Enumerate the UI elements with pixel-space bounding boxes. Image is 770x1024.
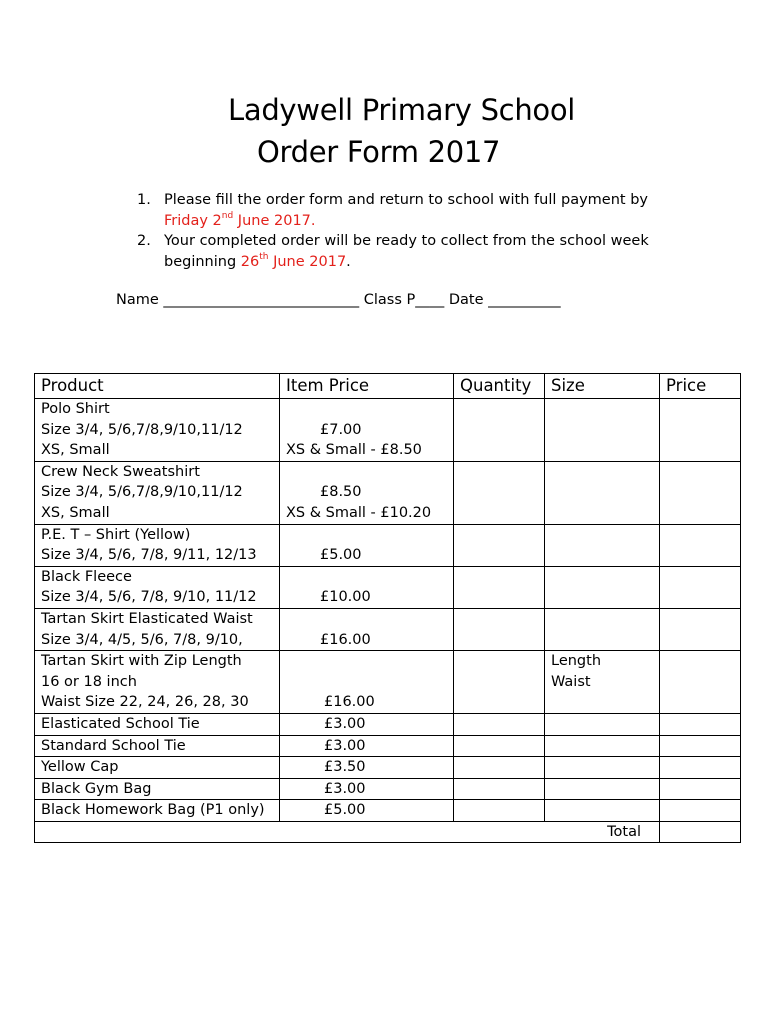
instruction-item xyxy=(137,190,677,231)
size-text xyxy=(551,630,659,651)
order-table-body xyxy=(35,399,741,822)
item-price-cell xyxy=(280,735,454,757)
item-price-text: £8.50 xyxy=(320,484,362,501)
item-price-cell xyxy=(280,608,454,650)
product-text: Size 3/4, 4/5, 5/6, 7/8, 9/10, xyxy=(41,631,243,648)
total-label: Total xyxy=(35,821,660,843)
size-cell[interactable] xyxy=(545,800,660,822)
line-price-cell[interactable] xyxy=(660,800,741,822)
order-table xyxy=(34,373,741,843)
table-row xyxy=(35,713,741,735)
line-price-cell[interactable] xyxy=(660,566,741,608)
line-price-cell[interactable] xyxy=(660,713,741,735)
size-text xyxy=(551,399,659,420)
line-price-cell[interactable] xyxy=(660,651,741,714)
date-ordinal: th xyxy=(259,251,269,262)
size-cell[interactable] xyxy=(545,735,660,757)
deadline-date xyxy=(164,210,316,229)
item-price-cell xyxy=(280,800,454,822)
table-row xyxy=(35,800,741,822)
size-text xyxy=(551,462,659,483)
instructions-list xyxy=(137,190,677,272)
product-text: P.E. T – Shirt (Yellow) xyxy=(41,526,191,543)
item-price-text: £16.00 xyxy=(320,631,371,648)
product-cell xyxy=(35,524,280,566)
item-price-cell xyxy=(280,524,454,566)
line-price-cell[interactable] xyxy=(660,608,741,650)
item-price-text: £3.50 xyxy=(324,759,366,776)
product-text: Yellow Cap xyxy=(41,759,119,776)
header-quantity: Quantity xyxy=(454,374,545,399)
product-text: Waist Size 22, 24, 26, 28, 30 xyxy=(41,694,249,711)
line-price-cell[interactable] xyxy=(660,757,741,779)
size-text xyxy=(551,587,659,608)
table-row xyxy=(35,757,741,779)
product-text: Tartan Skirt Elasticated Waist xyxy=(41,610,253,627)
item-price-cell xyxy=(280,713,454,735)
line-price-cell[interactable] xyxy=(660,461,741,524)
product-text: Black Homework Bag (P1 only) xyxy=(41,802,265,819)
size-text xyxy=(551,545,659,566)
size-text: Waist xyxy=(551,673,591,690)
product-text: 16 or 18 inch xyxy=(41,673,137,690)
size-text xyxy=(551,714,659,735)
date-month-year: June 2017 xyxy=(268,253,347,270)
product-cell xyxy=(35,800,280,822)
size-text xyxy=(551,567,659,588)
item-price-cell xyxy=(280,399,454,462)
size-text xyxy=(551,482,659,503)
item-price-text: £5.00 xyxy=(324,802,366,819)
product-cell xyxy=(35,778,280,800)
item-price-cell xyxy=(280,461,454,524)
product-text: Size 3/4, 5/6, 7/8, 9/11, 12/13 xyxy=(41,547,257,564)
table-row xyxy=(35,461,741,524)
product-cell xyxy=(35,566,280,608)
quantity-cell[interactable] xyxy=(454,399,545,462)
table-row xyxy=(35,566,741,608)
item-price-text xyxy=(286,462,453,483)
size-text xyxy=(551,503,659,524)
item-price-cell xyxy=(280,757,454,779)
size-cell[interactable] xyxy=(545,524,660,566)
item-price-cell xyxy=(280,778,454,800)
product-text: Polo Shirt xyxy=(41,401,110,417)
item-price-text xyxy=(286,609,453,630)
item-price-text xyxy=(286,672,453,693)
product-text: Size 3/4, 5/6,7/8,9/10,11/12 xyxy=(41,484,243,501)
table-header-row xyxy=(35,374,741,399)
header-product: Product xyxy=(35,374,280,399)
instruction-text: Your completed order will be ready to collect from the school week beginning xyxy=(164,233,649,270)
size-cell[interactable] xyxy=(545,757,660,779)
size-cell[interactable] xyxy=(545,399,660,462)
product-cell xyxy=(35,713,280,735)
product-text: Black Fleece xyxy=(41,568,132,585)
product-text: XS, Small xyxy=(41,504,110,521)
item-price-text xyxy=(286,399,453,420)
item-price-text: £3.00 xyxy=(324,737,366,754)
product-text: Elasticated School Tie xyxy=(41,715,200,732)
table-row xyxy=(35,524,741,566)
table-row xyxy=(35,399,741,462)
size-text xyxy=(551,779,659,800)
product-cell xyxy=(35,735,280,757)
item-price-text: £10.00 xyxy=(320,589,371,606)
table-row xyxy=(35,608,741,650)
product-text: Standard School Tie xyxy=(41,737,186,754)
size-text xyxy=(551,757,659,778)
item-price-text xyxy=(286,525,453,546)
item-price-text: £3.00 xyxy=(324,715,366,732)
header-size: Size xyxy=(545,374,660,399)
quantity-cell[interactable] xyxy=(454,524,545,566)
total-price-cell[interactable] xyxy=(660,821,741,843)
product-cell xyxy=(35,461,280,524)
size-cell[interactable] xyxy=(545,651,660,714)
product-text: Crew Neck Sweatshirt xyxy=(41,463,200,480)
item-price-text: £3.00 xyxy=(324,780,366,797)
quantity-cell[interactable] xyxy=(454,651,545,714)
instruction-text: Please fill the order form and return to school with full payment by xyxy=(164,192,648,208)
size-text xyxy=(551,440,659,461)
instruction-period: . xyxy=(346,253,351,270)
item-price-cell xyxy=(280,651,454,714)
quantity-cell[interactable] xyxy=(454,735,545,757)
line-price-cell[interactable] xyxy=(660,399,741,462)
product-text: XS, Small xyxy=(41,442,110,459)
date-day: Friday 2 xyxy=(164,212,222,229)
header-item-price: Item Price xyxy=(280,374,454,399)
item-price-text xyxy=(286,567,453,588)
date-day: 26 xyxy=(240,253,260,270)
size-cell[interactable] xyxy=(545,566,660,608)
quantity-cell[interactable] xyxy=(454,778,545,800)
instruction-item xyxy=(137,231,677,272)
instruction-number: 2. xyxy=(137,233,151,249)
item-price-text: £5.00 xyxy=(320,547,362,564)
size-text xyxy=(551,736,659,757)
size-cell[interactable] xyxy=(545,778,660,800)
item-price-text: £7.00 xyxy=(320,421,362,438)
size-text: Length xyxy=(551,653,602,670)
line-price-cell[interactable] xyxy=(660,735,741,757)
size-text xyxy=(551,525,659,546)
table-row xyxy=(35,778,741,800)
table-row xyxy=(35,735,741,757)
date-month-year: June 2017. xyxy=(233,212,316,229)
size-cell[interactable] xyxy=(545,608,660,650)
quantity-cell[interactable] xyxy=(454,713,545,735)
school-name-title: Ladywell Primary School xyxy=(228,93,576,127)
size-text xyxy=(551,609,659,630)
quantity-cell[interactable] xyxy=(454,461,545,524)
instruction-number: 1. xyxy=(137,192,151,208)
size-text xyxy=(551,420,659,441)
line-price-cell[interactable] xyxy=(660,778,741,800)
product-cell xyxy=(35,608,280,650)
size-cell[interactable] xyxy=(545,713,660,735)
product-cell xyxy=(35,399,280,462)
product-text: Size 3/4, 5/6, 7/8, 9/10, 11/12 xyxy=(41,589,257,606)
item-price-text: XS & Small - £8.50 xyxy=(286,442,422,459)
item-price-text: XS & Small - £10.20 xyxy=(286,504,432,521)
line-price-cell[interactable] xyxy=(660,524,741,566)
item-price-text xyxy=(286,651,453,672)
size-cell[interactable] xyxy=(545,461,660,524)
product-text: Size 3/4, 5/6,7/8,9/10,11/12 xyxy=(41,421,243,438)
quantity-cell[interactable] xyxy=(454,608,545,650)
header-price: Price xyxy=(660,374,741,399)
table-row xyxy=(35,651,741,714)
item-price-cell xyxy=(280,566,454,608)
collection-date xyxy=(240,251,347,270)
size-text xyxy=(551,692,659,713)
total-row xyxy=(35,821,741,843)
item-price-text: £16.00 xyxy=(324,694,375,711)
product-text: Tartan Skirt with Zip Length xyxy=(41,653,242,670)
quantity-cell[interactable] xyxy=(454,566,545,608)
product-cell xyxy=(35,651,280,714)
size-text xyxy=(551,800,659,821)
product-text: Black Gym Bag xyxy=(41,780,152,797)
quantity-cell[interactable] xyxy=(454,757,545,779)
product-cell xyxy=(35,757,280,779)
date-ordinal: nd xyxy=(221,210,234,221)
form-title: Order Form 2017 xyxy=(257,135,501,169)
name-class-date-line: Name ___________________________ Class P____ Date __________ xyxy=(116,292,561,308)
quantity-cell[interactable] xyxy=(454,800,545,822)
